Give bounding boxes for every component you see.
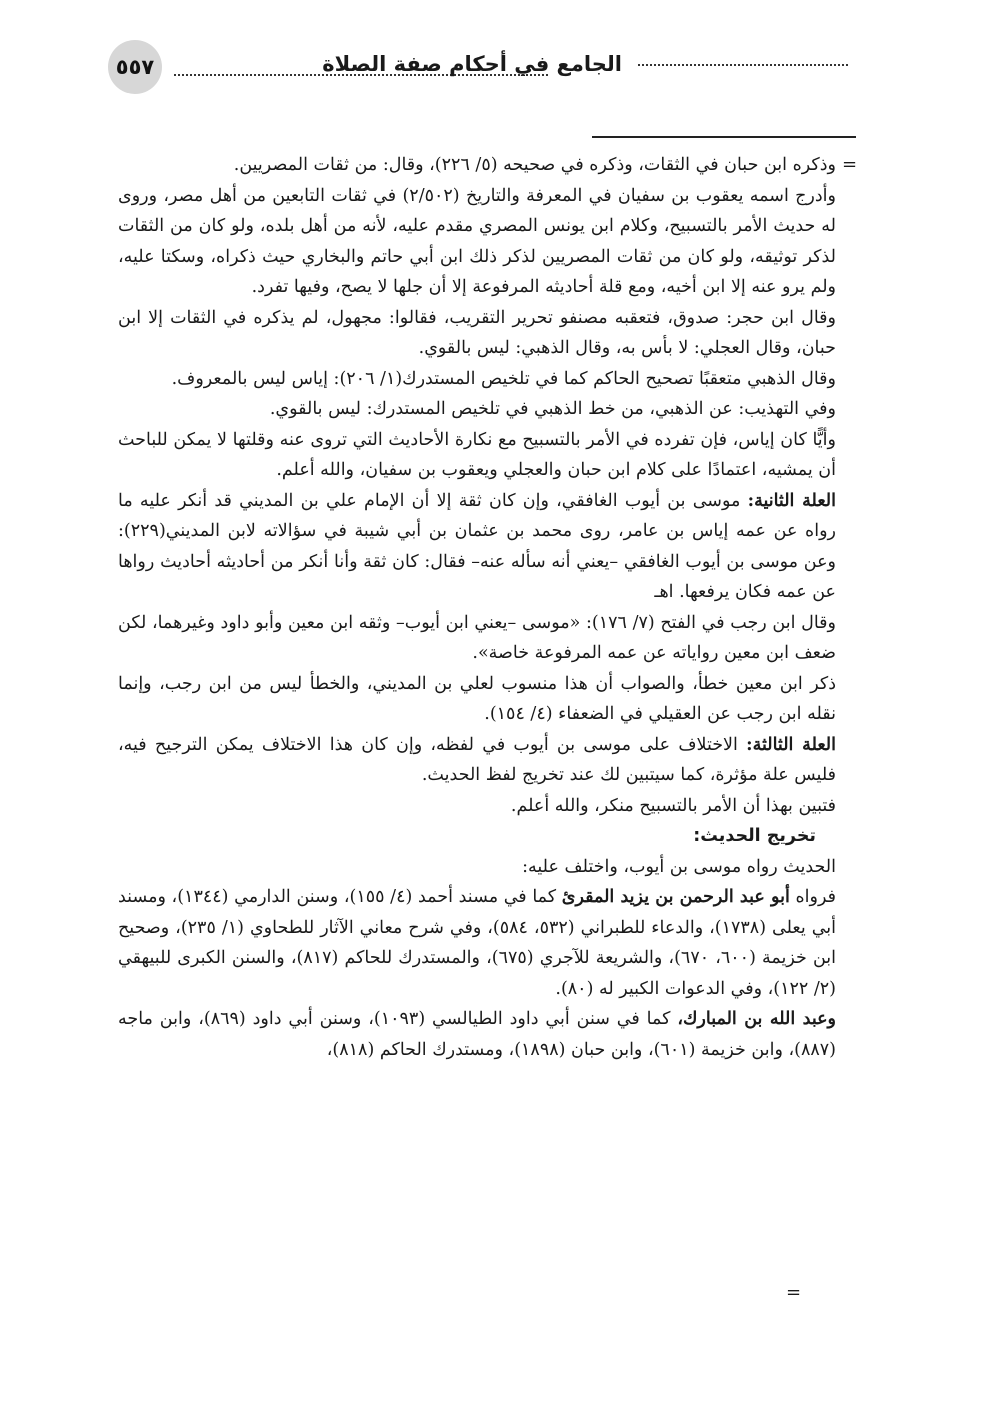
- paragraph-text: الاختلاف على موسى بن أيوب في لفظه، وإن كان هذا الاختلاف يمكن الترجيح فيه، فليس علة مؤثرة، كما سيتبين لك عند تخريج لفظ الحديث.: [118, 734, 836, 785]
- paragraph-text: الحديث رواه موسى بن أيوب، واختلف عليه:: [522, 856, 836, 877]
- paragraph-text: وقال ابن حجر: صدوق، فتعقبه مصنفو تحرير التقريب، فقالوا: مجهول، لم يذكره في الثقات إلا ابن حبان، وقال العجلي: لا بأس به، وقال الذهبي: ليس بالقوي.: [118, 307, 836, 358]
- bold-lead: وعبد الله بن المبارك،: [677, 1009, 836, 1029]
- continuation-mark-end: =: [786, 1282, 802, 1303]
- bold-lead: العلة الثانية:: [747, 490, 836, 511]
- paragraph: [118, 608, 836, 669]
- page-number: ٥٥٧: [108, 40, 162, 94]
- paragraph: [118, 364, 836, 395]
- paragraph-text: وذكره ابن حبان في الثقات، وذكره في صحيحه (٥/ ٢٢٦)، وقال: من ثقات المصريين.: [233, 155, 836, 175]
- paragraph-text: وفي التهذيب: عن الذهبي، من خط الذهبي في تلخيص المستدرك: ليس بالقوي.: [269, 399, 836, 419]
- footnote-text-body: [118, 150, 836, 1065]
- paragraph: [118, 882, 836, 1004]
- paragraph: [118, 730, 836, 791]
- page-header: [108, 40, 848, 98]
- paragraph-text: وأدرج اسمه يعقوب بن سفيان في المعرفة والتاريخ (٢/٥٠٢) في ثقات التابعين من أهل مصر، وروى له حديث الأمر بالتسبيح، وكلام ابن يونس المصري مقدم عليه، لأنه من أهل بلده، ولو كان من الثقات لذكر توثيقه، ولو كان من ثقات المصريين لذكر ذلك ابن أبي حاتم والبخاري حيث ذكراه، وسكتا عليه، ولم يرو عنه إلا ابن أخيه، ومع قلة أحاديثه المرفوعة إلا أن جلها لا يصح، وفيها تفرد.: [118, 185, 836, 297]
- bold-lead: أبو عبد الرحمن بن يزيد المقرئ: [561, 887, 790, 907]
- bold-lead: العلة الثالثة:: [746, 734, 836, 755]
- paragraph: [118, 852, 836, 883]
- paragraph: [118, 181, 836, 303]
- paragraph-text: ذكر ابن معين خطأ، والصواب أن هذا منسوب لعلي بن المديني، والخطأ ليس من ابن رجب، وإنما نقله ابن رجب عن العقيلي في الضعفاء (٤/ ١٥٤).: [118, 673, 836, 724]
- paragraph-text: كما في سنن أبي داود الطيالسي (١٠٩٣)، وسنن أبي داود (٨٦٩)، وابن ماجه (٨٨٧)، وابن خزيمة (٦٠١)، وابن حبان (١٨٩٨)، ومستدرك الحاكم (٨١٨)،: [118, 1009, 836, 1060]
- paragraph: [118, 791, 836, 822]
- paragraph: [118, 150, 836, 181]
- paragraph: [118, 425, 836, 486]
- paragraph-text: وأيًّا كان إياس، فإن تفرده في الأمر بالتسبيح مع نكارة الأحاديث التي تروى عنه وقلتها لا يمكن للباحث أن يمشيه، اعتمادًا على كلام ابن حبان والعجلي ويعقوب بن سفيان، والله أعلم.: [118, 429, 836, 480]
- section-heading: تخريج الحديث:: [693, 826, 816, 846]
- paragraph: [118, 486, 836, 608]
- paragraph-text: وقال الذهبي متعقبًا تصحيح الحاكم كما في تلخيص المستدرك(١/ ٢٠٦): إياس ليس بالمعروف.: [171, 368, 836, 389]
- header-dotted-leader-right: [638, 64, 848, 66]
- paragraph-prefix: فرواه: [789, 887, 836, 907]
- paragraph: [118, 303, 836, 364]
- paragraph-text: موسى بن أيوب الغافقي، وإن كان ثقة إلا أن الإمام علي بن المديني قد أنكر عليه ما رواه عن عمه إياس بن عامر، روى محمد بن عثمان بن أبي شيبة في سؤالاته لابن المديني(٢٢٩): وعن موسى بن أيوب الغافقي –يعني أنه سأله عنه– فقال: كان ثقة وأنا أنكر من أحاديثه أحاديث رواها عن عمه فكان يرفعها. اهـ: [118, 490, 836, 602]
- book-title: الجامع في أحكام صفة الصلاة: [322, 52, 622, 76]
- paragraph: [118, 1004, 836, 1065]
- footnote-separator-rule: [592, 136, 856, 138]
- paragraph-text: كما في مسند أحمد (٤/ ١٥٥)، وسنن الدارمي (١٣٤٤)، ومسند أبي يعلى (١٧٣٨)، والدعاء للطبراني (٥٣٢، ٥٨٤)، وفي شرح معاني الآثار للطحاوي (١/ ٢٣٥)، وصحيح ابن خزيمة (٦٠٠، ٦٧٠)، والشريعة للآجري (٦٧٥)، والمستدرك للحاكم (٨١٧)، والسنن الكبرى للبيهقي (٢/ ١٢٢)، وفي الدعوات الكبير له (٨٠).: [118, 887, 837, 999]
- paragraph: [118, 394, 836, 425]
- paragraph-text: فتبين بهذا أن الأمر بالتسبيح منكر، والله أعلم.: [510, 795, 836, 816]
- paragraph-text: وقال ابن رجب في الفتح (٧/ ١٧٦): «موسى –يعني ابن أيوب– وثقه ابن معين وأبو داود وغيرهما، لكن ضعف ابن معين رواياته عن عمه المرفوعة خاصة».: [118, 612, 836, 663]
- paragraph: [118, 669, 836, 730]
- continuation-mark-start: =: [842, 154, 858, 175]
